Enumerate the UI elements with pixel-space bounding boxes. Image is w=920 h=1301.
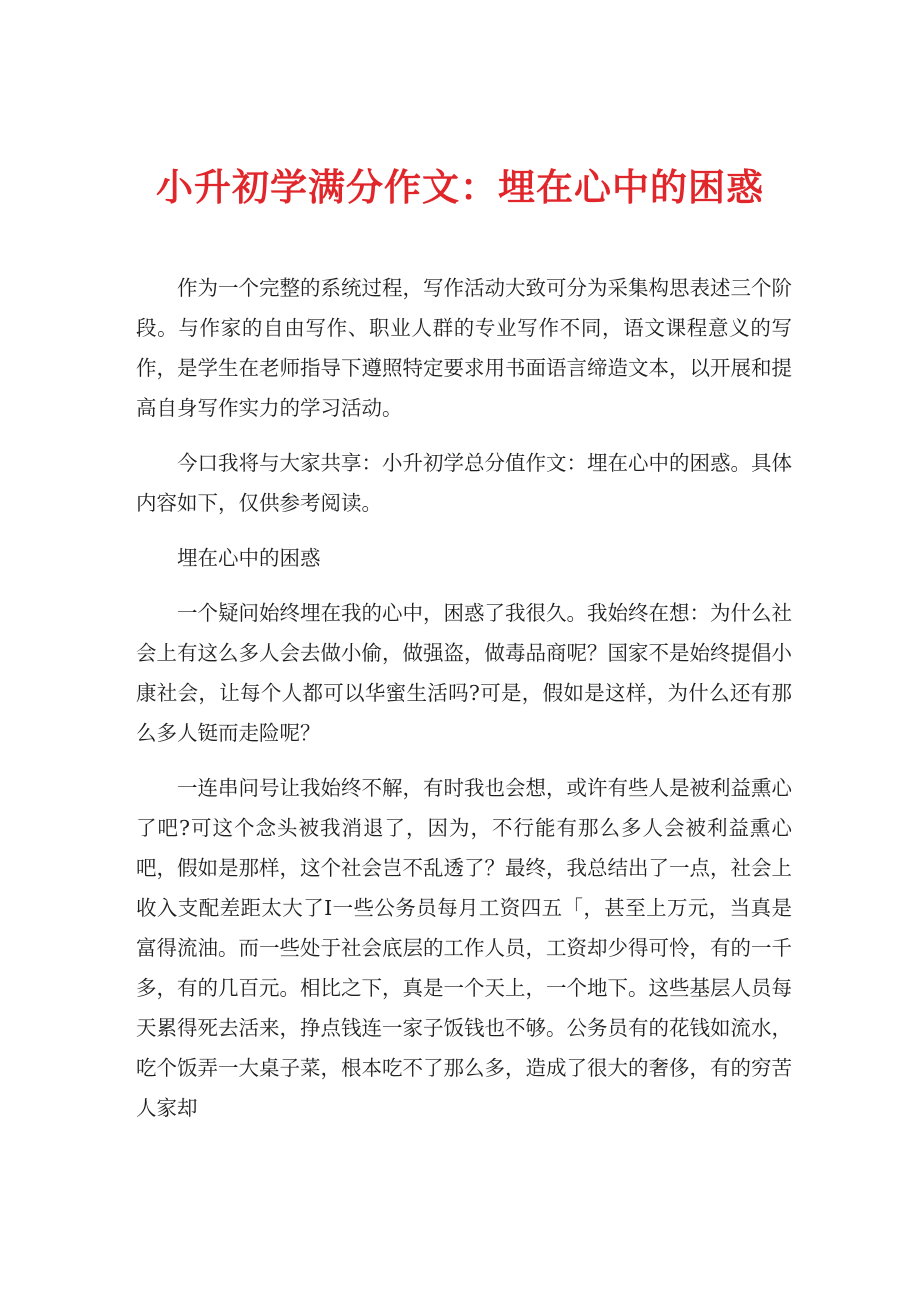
essay-subtitle: 埋在心中的困惑	[177, 546, 321, 570]
essay-paragraph-2: 一连串问号让我始终不解，有时我也会想，或许有些人是被利益熏心了吧?可这个念头被我消退了，因为，不行能有那么多人会被利益熏心吧，假如是那样，这个社会岂不乱透了？最终，我总结出了一点，社会上收入支配差距太大了I一些公务员每月工资四五「，甚至上万元，当真是富得流油。而一些处于社会底层的工作人员，工资却少得可怜，有的一千多，有的几百元。相比之下，真是一个天上，一个地下。这些基层人员每天累得死去活来，挣点钱连一家子饭钱也不够。公务员有的花钱如流水，吃个饭弄一大桌子菜，根本吃不了那么多，造成了很大的奢侈，有的穷苦人家却	[136, 776, 792, 1120]
essay-paragraph-1: 一个疑问始终埋在我的心中，困惑了我很久。我始终在想：为什么社会上有这么多人会去做小偷，做强盗，做毒品商呢？国家不是始终提倡小康社会，让每个人都可以华蜜生活吗?可是，假如是这样，为什么还有那么多人铤而走险呢？	[136, 601, 792, 745]
document-title: 小升初学满分作文：埋在心中的困惑	[156, 164, 764, 209]
intro-paragraph: 作为一个完整的系统过程，写作活动大致可分为采集构思表述三个阶段。与作家的自由写作、职业人群的专业写作不同，语文课程意义的写作，是学生在老师指导下遵照特定要求用书面语言缔造文本，以开展和提高自身写作实力的学习活动。	[136, 276, 792, 420]
share-paragraph: 今口我将与大家共享：小升初学总分值作文：埋在心中的困惑。具体内容如下，仅供参考阅读。	[136, 451, 792, 515]
document-body	[136, 268, 792, 1143]
